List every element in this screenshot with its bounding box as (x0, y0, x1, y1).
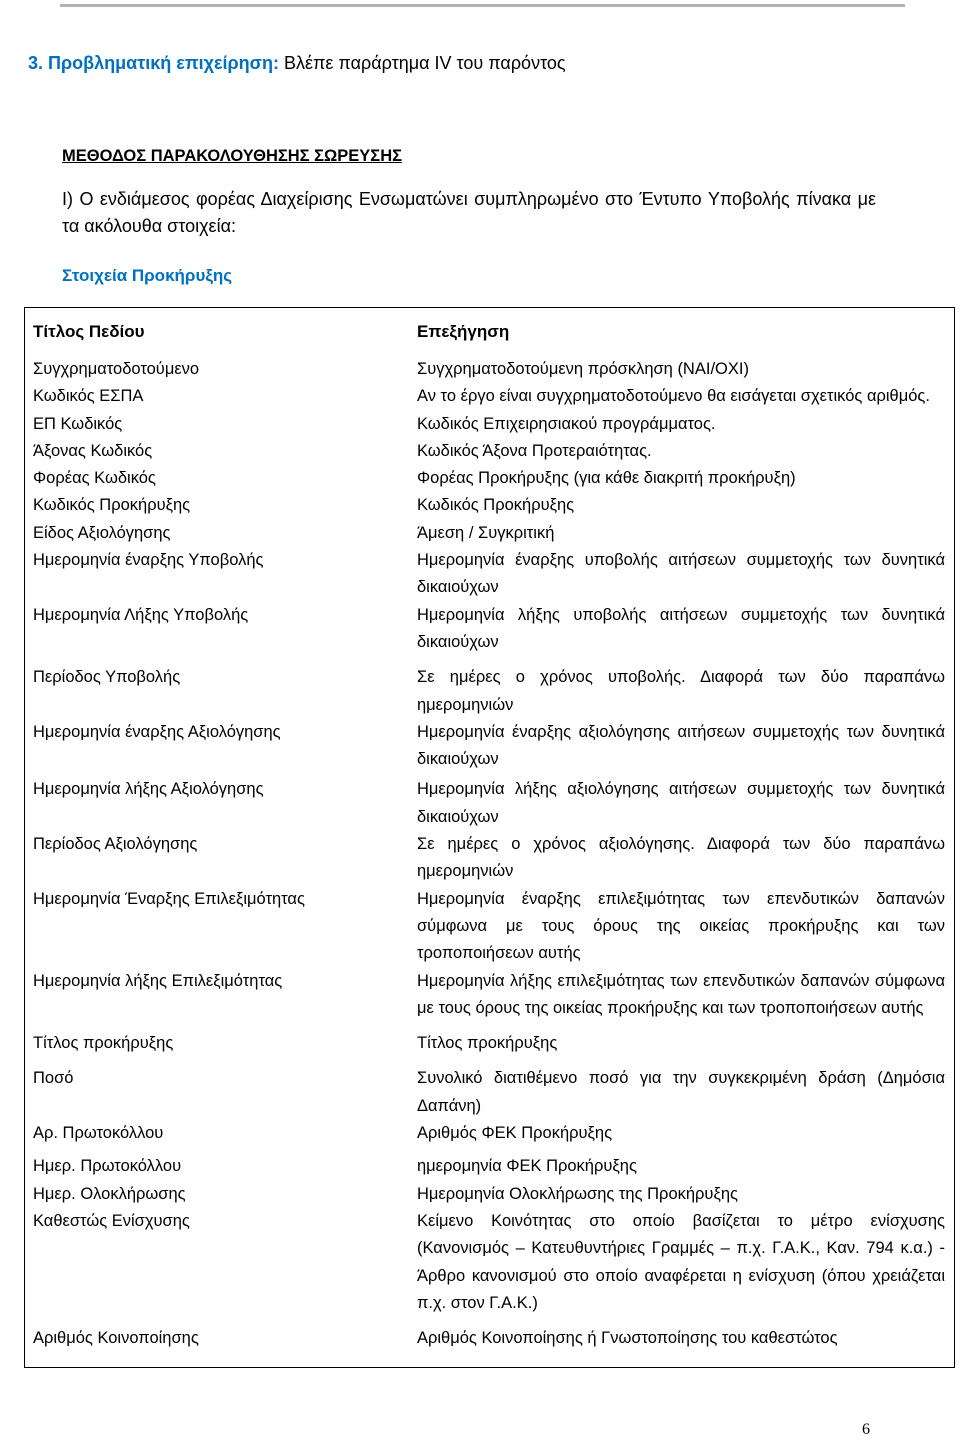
table-row (33, 492, 945, 519)
field-name-cell: ΕΠ Κωδικός (33, 414, 123, 433)
field-name-cell: Ημερομηνία έναρξης Αξιολόγησης (33, 722, 281, 741)
field-name-cell: Ημερομηνία έναρξης Υποβολής (33, 551, 264, 570)
field-name-cell: Καθεστώς Ενίσχυσης (33, 1211, 190, 1230)
explanation-cell: Ημερομηνία λήξης αξιολόγησης αιτήσεων συμμετοχής των δυνητικά δικαιούχων (417, 780, 945, 826)
intro-paragraph: I) Ο ενδιάμεσος φορέας Διαχείρισης Ενσωματώνει συμπληρωμένο στο Έντυπο Υποβολής πίνακα με τα ακόλουθα στοιχεία: (62, 189, 876, 236)
fields-table (33, 308, 945, 1352)
field-name-cell: Ημερ. Πρωτοκόλλου (33, 1157, 182, 1176)
table-row (33, 1153, 945, 1180)
explanation-cell: Αριθμός Κοινοποίησης ή Γνωστοποίησης του καθεστώτος (417, 1329, 838, 1348)
page-number: 6 (862, 1421, 870, 1438)
field-name-cell: Ημερ. Ολοκλήρωσης (33, 1184, 186, 1203)
field-name-cell: Κωδικός Προκήρυξης (33, 496, 191, 515)
table-row (33, 411, 945, 438)
table-row (33, 664, 945, 719)
explanation-cell: Άμεση / Συγκριτική (417, 523, 555, 542)
field-name-cell: Αρ. Πρωτοκόλλου (33, 1124, 164, 1143)
table-row (33, 383, 945, 410)
top-divider (60, 4, 905, 7)
table-row (33, 1065, 945, 1120)
explanation-cell: Ημερομηνία έναρξης υποβολής αιτήσεων συμμετοχής των δυνητικά δικαιούχων (417, 551, 945, 597)
field-name-cell: Περίοδος Αξιολόγησης (33, 835, 198, 854)
section-title: Στοιχεία Προκήρυξης (62, 266, 233, 285)
explanation-cell: Σε ημέρες ο χρόνος αξιολόγησης. Διαφορά των δύο παραπάνω ημερομηνιών (417, 835, 945, 881)
table-row (33, 1208, 945, 1317)
table-row (33, 886, 945, 968)
explanation-cell: Φορέας Προκήρυξης (για κάθε διακριτή προκήρυξη) (417, 469, 796, 488)
table-row (33, 520, 945, 547)
explanation-cell: Ημερομηνία λήξης επιλεξιμότητας των επενδυτικών δαπανών σύμφωνα με τους όρους της οικείας προκήρυξης και των τροποποιήσεων αυτής (417, 971, 945, 1017)
explanation-cell: Ημερομηνία έναρξης επιλεξιμότητας των επενδυτικών δαπανών σύμφωνα με τους όρους της οικείας προκήρυξης και των τροποποιήσεων αυτής (417, 889, 945, 963)
table-row (33, 719, 945, 774)
field-name-cell: Συγχρηματοδοτούμενο (33, 360, 200, 378)
explanation-cell: Αν το έργο είναι συγχρηματοδοτούμενο θα εισάγεται σχετικός αριθμός. (417, 387, 930, 406)
explanation-cell: Κωδικός Άξονα Προτεραιότητας. (417, 441, 652, 460)
explanation-cell: ημερομηνία ΦΕΚ Προκήρυξης (417, 1157, 637, 1176)
explanation-cell: Ημερομηνία έναρξης αξιολόγησης αιτήσεων συμμετοχής των δυνητικά δικαιούχων (417, 722, 945, 769)
table-row (33, 776, 945, 831)
table-row (33, 547, 945, 602)
field-name-cell: Άξονας Κωδικός (33, 441, 153, 460)
field-name-cell: Φορέας Κωδικός (33, 469, 156, 488)
table-row (33, 465, 945, 492)
table-row (33, 356, 945, 383)
explanation-cell: Σε ημέρες ο χρόνος υποβολής. Διαφορά των δύο παραπάνω ημερομηνιών (417, 668, 945, 714)
explanation-cell: Κωδικός Προκήρυξης (417, 496, 575, 515)
table-row (33, 438, 945, 465)
field-name-cell: Ημερομηνία λήξης Αξιολόγησης (33, 780, 264, 799)
field-name-cell: Ποσό (33, 1069, 74, 1088)
table-row (33, 1325, 945, 1352)
explanation-cell: Κείμενο Κοινότητας στο οποίο βασίζεται το μέτρο ενίσχυσης (Κανονισμός – Κατευθυντήριες Γραμμές – π.χ. Γ.Α.Κ., Καν. 794 κ.α.) - Άρθρο κανονισμού στο οποίο αναφέρεται η ενίσχυση (όπου χρειάζεται π.χ. στον Γ.Α.Κ.) (417, 1211, 945, 1312)
explanation-cell: Συνολικό διατιθέμενο ποσό για την συγκεκριμένη δράση (Δημόσια Δαπάνη) (417, 1069, 945, 1115)
heading-number-title: 3. Προβληματική επιχείρηση: (28, 53, 279, 73)
table-row (33, 1181, 945, 1208)
table-body (33, 356, 945, 1352)
field-name-cell: Είδος Αξιολόγησης (33, 523, 171, 542)
explanation-cell: Τίτλος προκήρυξης (417, 1034, 558, 1053)
table-header-row (33, 308, 945, 356)
explanation-cell: Συγχρηματοδοτούμενη πρόσκληση (ΝΑΙ/ΟΧΙ) (417, 360, 749, 378)
method-title: ΜΕΘΟΔΟΣ ΠΑΡΑΚΟΛΟΥΘΗΣΗΣ ΣΩΡΕΥΣΗΣ (62, 147, 403, 165)
table-row (33, 602, 945, 657)
field-name-cell: Ημερομηνία λήξης Επιλεξιμότητας (33, 971, 283, 990)
section-heading (28, 52, 566, 74)
field-name-cell: Ημερομηνία Λήξης Υποβολής (33, 605, 249, 624)
field-name-cell: Ημερομηνία Έναρξης Επιλεξιμότητας (33, 889, 305, 908)
explanation-cell: Ημερομηνία λήξης υποβολής αιτήσεων συμμετοχής των δυνητικά δικαιούχων (417, 605, 945, 651)
explanation-cell: Ημερομηνία Ολοκλήρωσης της Προκήρυξης (417, 1184, 738, 1203)
field-name-cell: Τίτλος προκήρυξης (33, 1034, 174, 1053)
header-field-title: Τίτλος Πεδίου (33, 322, 145, 342)
table-row (33, 831, 945, 886)
table-row (33, 1030, 945, 1057)
table-row (33, 968, 945, 1023)
explanation-cell: Αριθμός ΦΕΚ Προκήρυξης (417, 1124, 613, 1143)
field-name-cell: Αριθμός Κοινοποίησης (33, 1329, 199, 1348)
header-explanation: Επεξήγηση (417, 322, 510, 342)
field-name-cell: Κωδικός ΕΣΠΑ (33, 387, 144, 406)
field-name-cell: Περίοδος Υποβολής (33, 668, 181, 687)
table-row (33, 1120, 945, 1147)
heading-rest: Βλέπε παράρτημα IV του παρόντος (278, 53, 566, 73)
explanation-cell: Κωδικός Επιχειρησιακού προγράμματος. (417, 414, 716, 433)
